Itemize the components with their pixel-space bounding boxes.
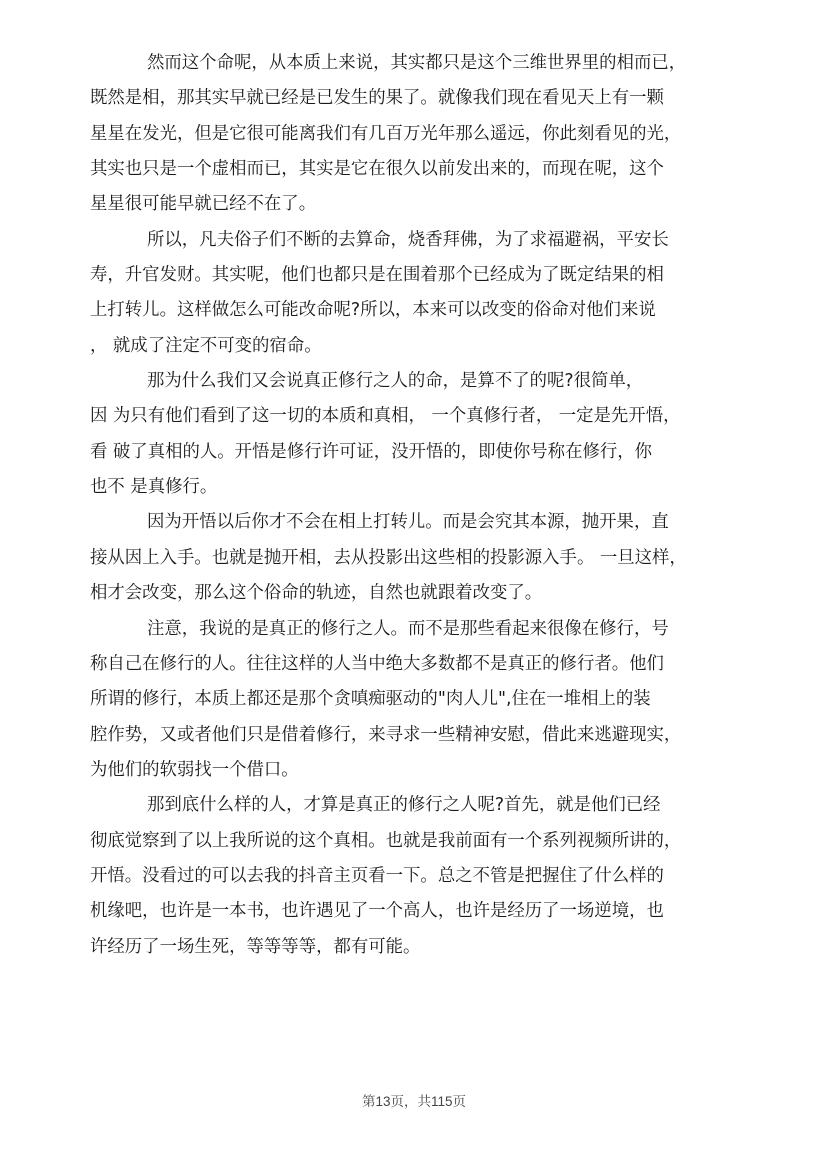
text-line: 注意，我说的是真正的修行之人。而不是那些看起来很像在修行，号 [147, 618, 669, 639]
text-line: 因 为只有他们看到了这一切的本质和真相， 一个真修行者， 一定是先开悟， [90, 406, 681, 427]
paragraph [90, 223, 750, 364]
text-line: 为他们的软弱找一个借口。 [90, 759, 299, 780]
paragraph [90, 612, 750, 789]
text-line: 相才会改变，那么这个俗命的轨迹，自然也就跟着改变了。 [90, 583, 543, 604]
text-line: 既然是相，那其实早就已经是已发生的果了。就像我们现在看见天上有一颗 [90, 88, 664, 109]
text-line: 然而这个命呢，从本质上来说，其实都只是这个三维世界里的相而已， [147, 53, 687, 73]
text-line: 那到底什么样的人，才算是真正的修行之人呢?首先，就是他们已经 [147, 795, 661, 816]
document-body [90, 46, 750, 965]
text-line: 所以，凡夫俗子们不断的去算命，烧香拜佛，为了求福避祸，平安长 [147, 229, 669, 250]
text-line: 看 破了真相的人。开悟是修行许可证，没开悟的，即使你号称在修行，你 [90, 441, 653, 462]
text-line: 腔作势，又或者他们只是借着修行，来寻求一些精神安慰，借此来逃避现实， [90, 724, 682, 745]
text-line: 接从因上入手。也就是抛开相，去从投影出这些相的投影源入手。 一旦这样， [90, 547, 687, 568]
text-line: 所谓的修行，本质上都还是那个贪嗔痴驱动的"肉人儿",住在一堆相上的装 [90, 689, 651, 710]
paragraph [90, 505, 750, 611]
text-line: 其实也只是一个虚相而已，其实是它在很久以前发出来的，而现在呢，这个 [90, 159, 664, 180]
text-line: 那为什么我们又会说真正修行之人的命，是算不了的呢?很简单， [147, 371, 644, 392]
paragraph [90, 46, 750, 223]
text-line: 彻底觉察到了以上我所说的这个真相。也就是我前面有一个系列视频所讲的， [90, 830, 682, 851]
text-line: 开悟。没看过的可以去我的抖音主页看一下。总之不管是把握住了什么样的 [90, 865, 664, 886]
text-line: 称自己在修行的人。往往这样的人当中绝大多数都不是真正的修行者。他们 [90, 653, 664, 674]
text-line: 上打转儿。这样做怎么可能改命呢?所以，本来可以改变的俗命对他们来说 [90, 300, 656, 321]
text-line: 星星在发光，但是它很可能离我们有几百万光年那么遥远，你此刻看见的光， [90, 123, 682, 144]
page-number-footer: 第13页，共115页 [361, 1094, 467, 1109]
text-line: 星星很可能早就已经不在了。 [90, 194, 317, 215]
paragraph [90, 788, 750, 965]
text-line: 也不 是真修行。 [90, 477, 218, 498]
text-line: 因为开悟以后你才不会在相上打转儿。而是会究其本源，抛开果，直 [147, 512, 669, 533]
text-line: ， 就成了注定不可变的宿命。 [90, 335, 322, 356]
text-line: 寿，升官发财。其实呢，他们也都只是在围着那个已经成为了既定结果的相 [90, 265, 664, 286]
text-line: 许经历了一场生死，等等等等，都有可能。 [90, 936, 421, 957]
text-line: 机缘吧，也许是一本书，也许遇见了一个高人，也许是经历了一场逆境，也 [90, 901, 664, 922]
paragraph [90, 364, 750, 505]
